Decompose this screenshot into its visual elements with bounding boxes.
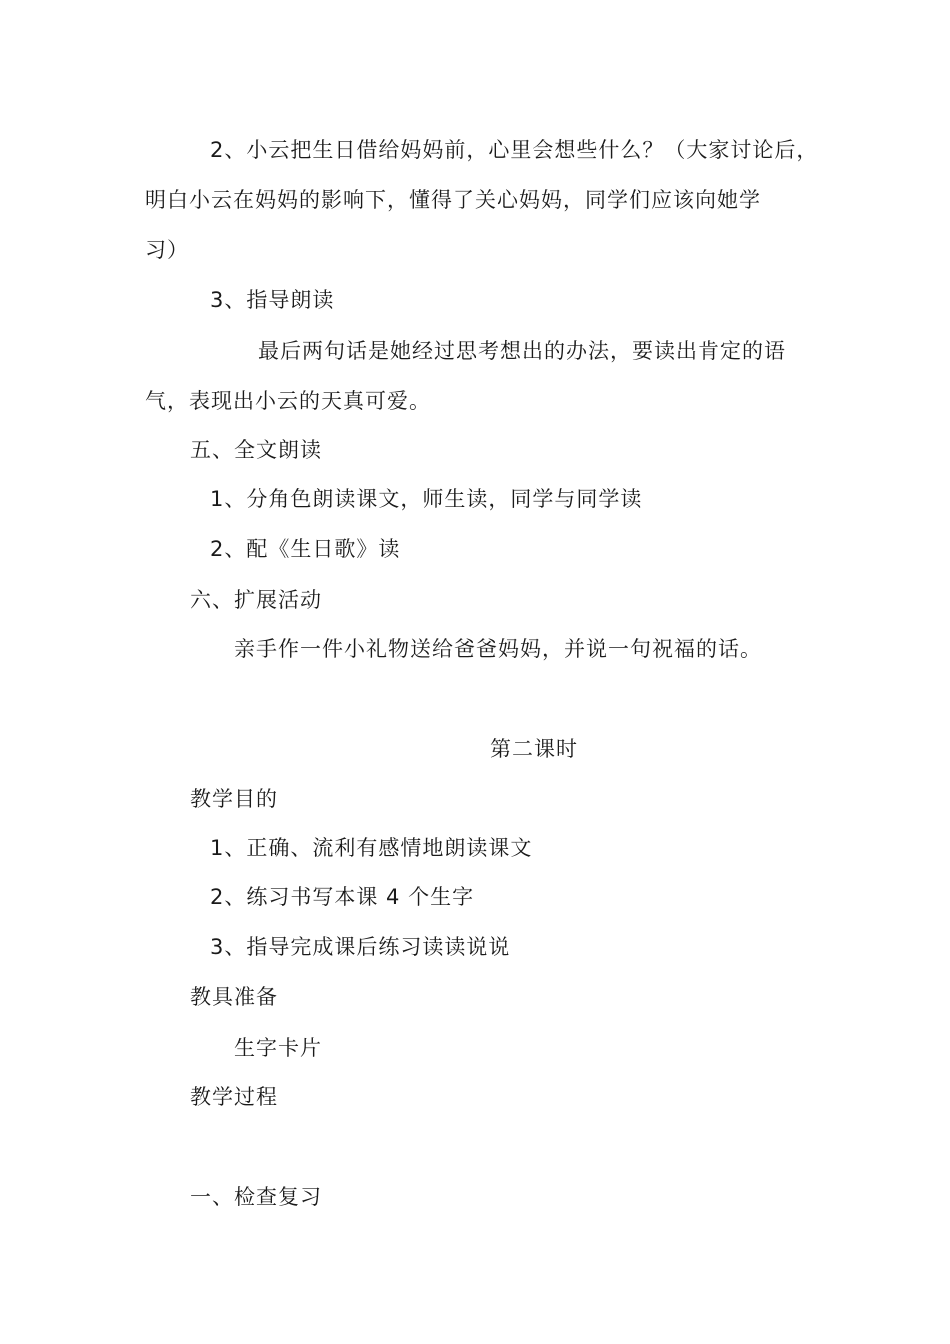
list-item: 3、指导朗读 <box>210 288 335 312</box>
section-heading: 一、检查复习 <box>190 1185 322 1209</box>
section-heading: 五、全文朗读 <box>190 438 322 462</box>
paragraph-line: 最后两句话是她经过思考想出的办法，要读出肯定的语 <box>258 339 786 363</box>
section-heading: 六、扩展活动 <box>190 588 322 612</box>
list-item: 3、指导完成课后练习读读说说 <box>210 935 511 959</box>
list-item: 1、分角色朗读课文，师生读，同学与同学读 <box>210 487 643 511</box>
paragraph-line: 明白小云在妈妈的影响下，懂得了关心妈妈，同学们应该向她学 <box>145 188 761 212</box>
list-item: 2、配《生日歌》读 <box>210 537 401 561</box>
section-heading: 教具准备 <box>190 985 278 1009</box>
paragraph-line: 习） <box>145 238 189 262</box>
paragraph-line: 气，表现出小云的天真可爱。 <box>145 389 431 413</box>
section-heading: 教学目的 <box>190 787 278 811</box>
list-item: 2、练习书写本课 4 个生字 <box>210 885 475 909</box>
paragraph-line: 亲手作一件小礼物送给爸爸妈妈，并说一句祝福的话。 <box>234 637 762 661</box>
paragraph-line: 生字卡片 <box>234 1036 322 1060</box>
lesson-title: 第二课时 <box>490 737 578 761</box>
section-heading: 教学过程 <box>190 1085 278 1109</box>
paragraph-line: 2、小云把生日借给妈妈前，心里会想些什么？（大家讨论后， <box>210 138 819 162</box>
list-item: 1、正确、流利有感情地朗读课文 <box>210 836 533 860</box>
